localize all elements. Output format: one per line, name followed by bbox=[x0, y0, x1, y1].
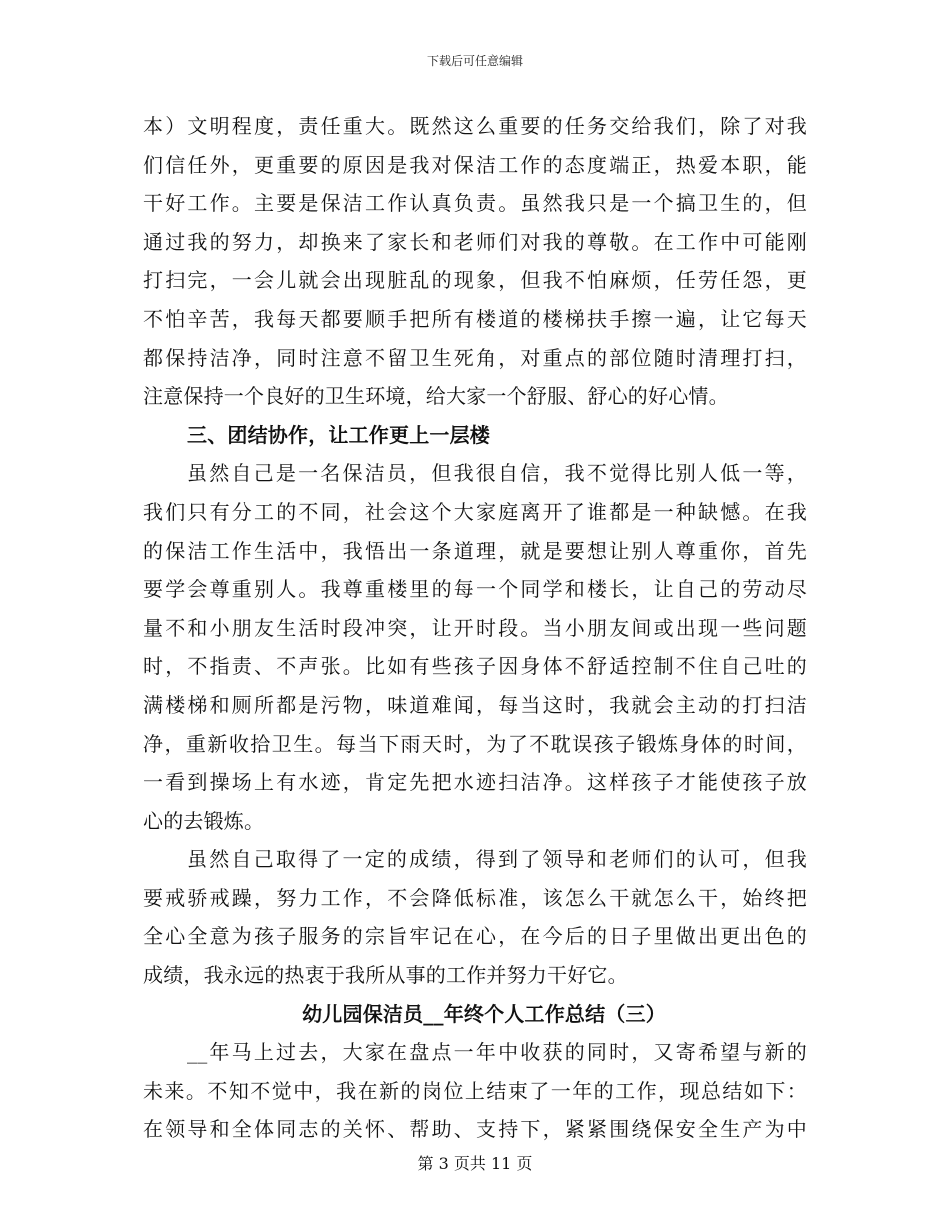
body-line-3: 干好工作。主要是保洁工作认真负责。虽然我只是一个搞卫生的，但 bbox=[143, 191, 807, 216]
body-line-20: 虽然自己取得了一定的成绩，得到了领导和老师们的认可，但我 bbox=[187, 847, 807, 872]
body-line-26: 未来。不知不觉中，我在新的岗位上结束了一年的工作，现总结如下： bbox=[143, 1078, 807, 1103]
body-line-18: 一看到操场上有水迹，肯定先把水迹扫洁净。这样孩子才能使孩子放 bbox=[143, 770, 807, 795]
body-line-6: 不怕辛苦，我每天都要顺手把所有楼道的楼梯扶手擦一遍，让它每天 bbox=[143, 306, 807, 331]
body-line-11: 我们只有分工的不同，社会这个大家庭离开了谁都是一种缺憾。在我 bbox=[143, 499, 807, 524]
body-line-27: 在领导和全体同志的关怀、帮助、支持下，紧紧围绕保安全生产为中 bbox=[143, 1117, 807, 1142]
header-note: 下载后可任意编辑 bbox=[426, 54, 523, 68]
body-line-21: 要戒骄戒躁，努力工作，不会降低标准，该怎么干就怎么干，始终把 bbox=[143, 885, 807, 910]
section-heading-teamwork: 三、团结协作，让工作更上一层楼 bbox=[187, 422, 490, 447]
body-line-14: 量不和小朋友生活时段冲突，让开时段。当小朋友间或出现一些问题 bbox=[143, 615, 807, 640]
body-line-5: 打扫完，一会儿就会出现脏乱的现象，但我不怕麻烦，任劳任怨，更 bbox=[143, 268, 807, 293]
body-line-4: 通过我的努力，却换来了家长和老师们对我的尊敬。在工作中可能刚 bbox=[143, 229, 807, 254]
body-line-13: 要学会尊重别人。我尊重楼里的每一个同学和楼长，让自己的劳动尽 bbox=[143, 577, 807, 602]
body-line-1: 本）文明程度，责任重大。既然这么重要的任务交给我们，除了对我 bbox=[143, 114, 807, 138]
page-number: 第 3 页共 11 页 bbox=[417, 1154, 533, 1173]
body-line-12: 的保洁工作生活中，我悟出一条道理，就是要想让别人尊重你，首先 bbox=[143, 538, 807, 563]
body-line-22: 全心全意为孩子服务的宗旨牢记在心，在今后的日子里做出更出色的 bbox=[143, 924, 807, 949]
body-line-17: 净，重新收拾卫生。每当下雨天时，为了不耽误孩子锻炼身体的时间， bbox=[143, 731, 807, 756]
body-line-25: __年马上过去，大家在盘点一年中收获的同时，又寄希望与新的 bbox=[187, 1040, 807, 1065]
body-line-2: 们信任外，更重要的原因是我对保洁工作的态度端正，热爱本职，能 bbox=[143, 152, 807, 177]
document-body bbox=[143, 107, 807, 1149]
body-line-8: 注意保持一个良好的卫生环境，给大家一个舒服、舒心的好心情。 bbox=[143, 384, 729, 409]
body-line-19: 心的去锻炼。 bbox=[143, 808, 265, 833]
report-title: 幼儿园保洁员__年终个人工作总结（三） bbox=[302, 1001, 666, 1026]
body-line-16: 满楼梯和厕所都是污物，味道难闻，每当这时，我就会主动的打扫洁 bbox=[143, 692, 807, 717]
body-line-23: 成绩，我永远的热衷于我所从事的工作并努力干好它。 bbox=[143, 963, 628, 988]
body-line-10: 虽然自己是一名保洁员，但我很自信，我不觉得比别人低一等， bbox=[187, 461, 807, 486]
body-line-15: 时，不指责、不声张。比如有些孩子因身体不舒适控制不住自己吐的 bbox=[143, 654, 807, 679]
body-line-7: 都保持洁净，同时注意不留卫生死角，对重点的部位随时清理打扫， bbox=[143, 345, 807, 370]
